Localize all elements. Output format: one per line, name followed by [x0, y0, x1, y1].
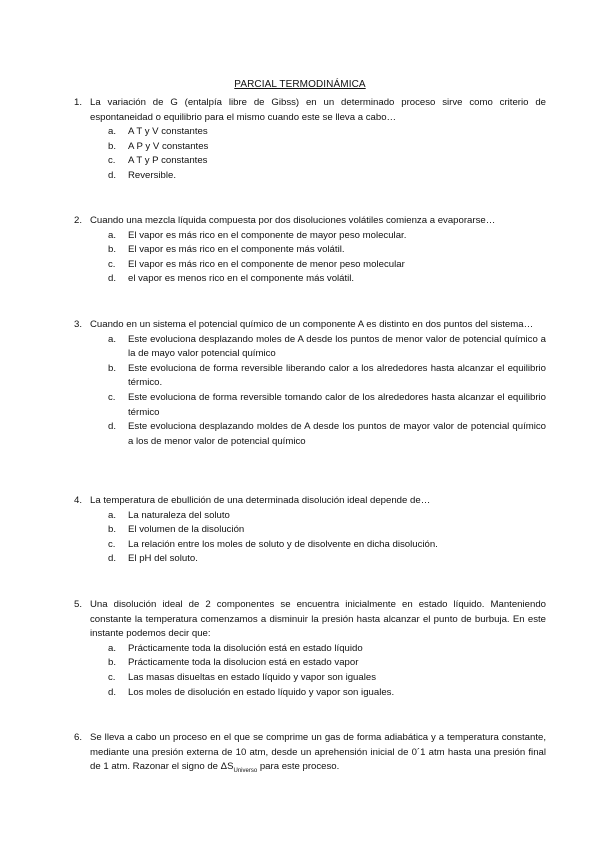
option-item — [74, 125, 546, 140]
option-letter: a. — [108, 642, 117, 654]
option-text: Este evoluciona de forma reversible liberando calor a los alrededores hasta alcanzar el equilibrio térmico. — [128, 362, 546, 389]
option-letter: d. — [108, 273, 117, 285]
option-list — [74, 642, 546, 700]
option-letter: c. — [108, 391, 116, 403]
question-number: 2. — [74, 215, 83, 226]
question-number: 4. — [74, 495, 83, 506]
option-text: Este evoluciona de forma reversible tomando calor de los alrededores hasta alcanzar el equilibrio térmico — [128, 391, 546, 418]
option-letter: a. — [108, 509, 117, 521]
option-text: Este evoluciona desplazando moldes de A desde los puntos de mayor valor de potencial químico a los de menor valor de potencial químico — [128, 421, 546, 447]
option-letter: b. — [108, 362, 117, 374]
question-number: 1. — [74, 97, 83, 108]
option-list — [74, 125, 546, 183]
option-letter: a. — [108, 126, 117, 138]
option-list — [74, 509, 546, 567]
question-5 — [74, 598, 546, 700]
question-text: La variación de G (entalpía libre de Gibss) en un determinado proceso sirve como criterio de espontaneidad o equilibrio para el mismo cuando este se lleva a cabo… — [90, 97, 546, 123]
question-number: 5. — [74, 599, 83, 610]
option-item — [74, 258, 546, 273]
option-text: Este evoluciona desplazando moles de A desde los puntos de menor valor de potencial químico a la de mayo valor potencial químico — [128, 333, 546, 360]
option-item — [74, 333, 546, 362]
option-item — [74, 656, 546, 671]
option-item — [74, 362, 546, 391]
option-text: Los moles de disolución en estado líquido y vapor son iguales. — [128, 686, 395, 698]
option-text: Las masas disueltas en estado líquido y vapor son iguales — [128, 671, 376, 683]
option-text: La naturaleza del soluto — [128, 509, 230, 521]
delta-s-symbol: ΔS — [220, 761, 234, 773]
option-item — [74, 391, 546, 420]
option-text: A P y V constantes — [128, 140, 209, 152]
page-title: PARCIAL TERMODINÁMICA — [234, 79, 366, 90]
option-letter: d. — [108, 686, 117, 698]
option-letter: c. — [108, 671, 116, 683]
option-list — [74, 229, 546, 287]
question-text-before: Se lleva a cabo un proceso en el que se comprime un gas de forma adiabática y a temperatura constante, mediante una presión externa de 10 atm, desde un aprehensión inicial de 0´1 atm hasta una presión final de 1 atm. Razonar el signo de — [90, 732, 546, 773]
question-text: Cuando en un sistema el potencial químico de un componente A es distinto en dos puntos del sistema… — [90, 319, 534, 330]
option-item — [74, 538, 546, 553]
option-item — [74, 523, 546, 538]
question-text: La temperatura de ebullición de una determinada disolución ideal depende de… — [90, 495, 431, 506]
question-text — [90, 731, 546, 775]
option-letter: b. — [108, 524, 117, 536]
option-text: Prácticamente toda la disolucion está en estado vapor — [128, 657, 359, 669]
option-item — [74, 154, 546, 169]
universe-subscript: Universo — [233, 768, 258, 775]
option-text: A T y V constantes — [128, 126, 208, 138]
question-text-after: para este proceso. — [257, 761, 340, 773]
option-text: El vapor es más rico en el componente más volátil. — [128, 244, 345, 256]
option-text: A T y P constantes — [128, 155, 208, 167]
question-4 — [74, 494, 546, 567]
option-letter: d. — [108, 169, 117, 181]
option-letter: d. — [108, 553, 117, 565]
option-letter: c. — [108, 155, 116, 167]
option-item — [74, 509, 546, 524]
option-item — [74, 272, 546, 287]
option-text: El volumen de la disolución — [128, 524, 245, 536]
question-text: Una disolución ideal de 2 componentes se encuentra inicialmente en estado líquido. Manteniendo constante la temperatura comenzamos a disminuir la presión hasta alcanzar el punto de burbuja. En este instante podemos decir que: — [90, 599, 546, 640]
option-text: Prácticamente toda la disolución está en estado líquido — [128, 642, 363, 654]
option-text: el vapor es menos rico en el componente más volátil. — [128, 273, 355, 285]
question-number: 6. — [74, 732, 83, 743]
option-text: El vapor es más rico en el componente de mayor peso molecular. — [128, 229, 407, 241]
option-item — [74, 686, 546, 701]
option-letter: b. — [108, 244, 117, 256]
question-2 — [74, 214, 546, 287]
option-item — [74, 552, 546, 567]
option-letter: c. — [108, 258, 116, 270]
option-letter: a. — [108, 229, 117, 241]
option-item — [74, 229, 546, 244]
option-letter: b. — [108, 140, 117, 152]
option-item — [74, 671, 546, 686]
option-item — [74, 642, 546, 657]
option-item — [74, 140, 546, 155]
question-3 — [74, 318, 546, 449]
option-item — [74, 420, 546, 449]
question-text: Cuando una mezcla líquida compuesta por dos disoluciones volátiles comienza a evaporarse… — [90, 215, 496, 226]
option-text: El vapor es más rico en el componente de menor peso molecular — [128, 258, 405, 270]
option-item — [74, 243, 546, 258]
option-item — [74, 169, 546, 184]
option-list — [74, 333, 546, 450]
question-number: 3. — [74, 319, 83, 330]
question-1 — [74, 96, 546, 184]
option-text: El pH del soluto. — [128, 553, 198, 565]
option-letter: b. — [108, 657, 117, 669]
option-letter: d. — [108, 421, 117, 433]
option-text: Reversible. — [128, 169, 176, 181]
question-6 — [74, 731, 546, 775]
option-letter: a. — [108, 333, 117, 345]
option-letter: c. — [108, 538, 116, 550]
option-text: La relación entre los moles de soluto y de disolvente en dicha disolución. — [128, 538, 438, 550]
